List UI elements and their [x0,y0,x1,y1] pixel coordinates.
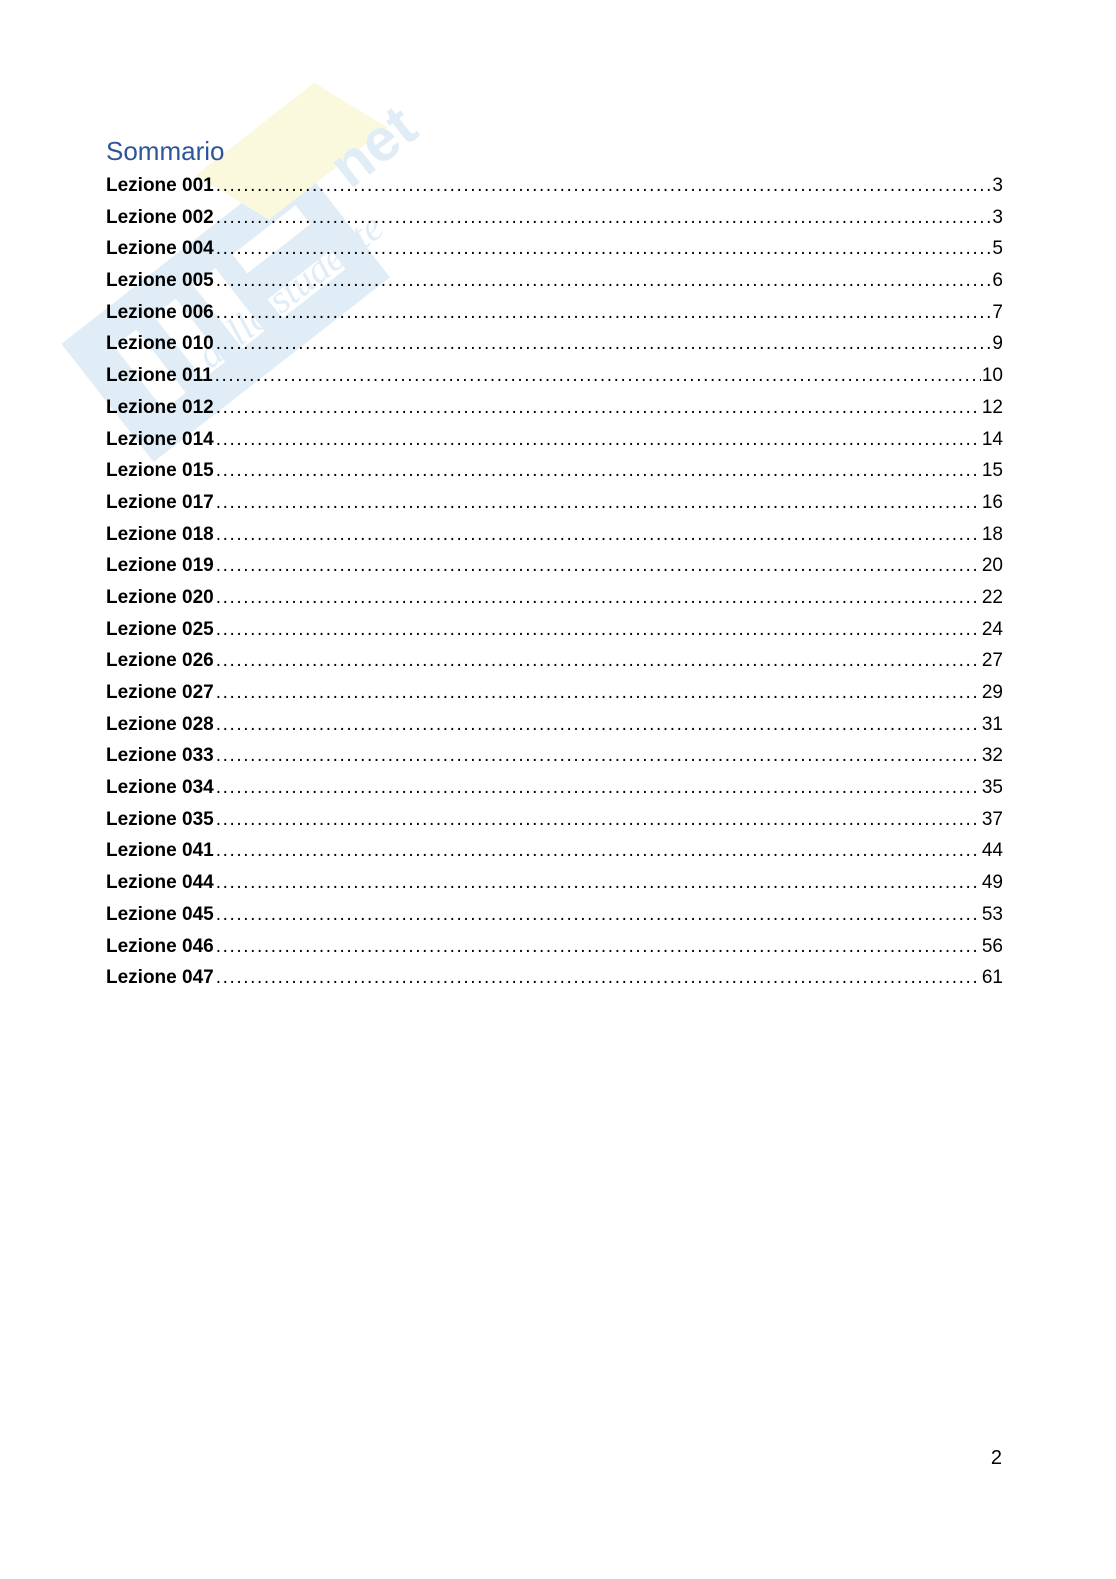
toc-entry[interactable] [106,584,1003,616]
toc-entry[interactable] [106,901,1003,933]
toc-leader-dots [216,204,992,232]
toc-entry-label: Lezione 041 [106,840,214,862]
toc-entry-label: Lezione 026 [106,650,214,672]
toc-entry-page: 61 [981,967,1003,989]
toc-entry-page: 3 [992,206,1003,228]
toc-entry[interactable] [106,489,1003,521]
toc-entry[interactable] [106,679,1003,711]
watermark-text: net [316,92,429,201]
toc-entry[interactable] [106,299,1003,331]
toc-entry[interactable] [106,362,1003,394]
toc-entry[interactable] [106,711,1003,743]
toc-entry-page: 29 [981,682,1003,703]
toc-entry-page: 27 [981,650,1003,672]
toc-entry-label: Lezione 027 [106,682,214,703]
toc-leader-dots [216,521,981,549]
toc-list [106,172,1003,996]
toc-entry[interactable] [106,933,1003,965]
toc-leader-dots [216,933,981,961]
toc-title: Sommario [106,136,225,166]
toc-entry-label: Lezione 035 [106,808,214,830]
toc-entry-label: Lezione 034 [106,777,214,799]
toc-leader-dots [216,552,981,580]
toc-leader-dots [216,457,981,485]
toc-leader-dots [216,806,981,834]
toc-entry[interactable] [106,806,1003,838]
toc-entry[interactable] [106,742,1003,774]
toc-leader-dots [216,616,981,644]
toc-entry[interactable] [106,267,1003,299]
toc-entry-label: Lezione 028 [106,713,214,735]
toc-entry[interactable] [106,552,1003,584]
toc-entry[interactable] [106,204,1003,236]
toc-entry[interactable] [106,869,1003,901]
toc-entry[interactable] [106,647,1003,679]
toc-entry-label: Lezione 014 [106,428,214,450]
toc-entry[interactable] [106,330,1003,362]
toc-entry-label: Lezione 044 [106,872,214,894]
toc-entry-label: Lezione 002 [106,206,214,228]
toc-entry-page: 37 [981,808,1003,830]
toc-entry-page: 31 [981,713,1003,735]
toc-entry-label: Lezione 018 [106,523,214,545]
toc-entry-label: Lezione 033 [106,745,214,767]
toc-entry-label: Lezione 004 [106,238,214,260]
toc-entry-page: 20 [981,555,1003,577]
toc-entry-page: 53 [981,903,1003,925]
toc-entry-page: 7 [992,301,1003,323]
toc-leader-dots [216,489,981,517]
toc-leader-dots [216,837,981,865]
toc-entry-page: 9 [992,333,1003,355]
toc-leader-dots [216,267,992,295]
toc-leader-dots [216,584,981,612]
toc-entry-page: 10 [981,365,1003,387]
toc-leader-dots [216,869,981,897]
toc-entry-label: Lezione 005 [106,270,214,292]
toc-entry-page: 3 [992,175,1003,196]
toc-entry-page: 14 [981,428,1003,450]
toc-entry-page: 35 [981,777,1003,799]
toc-entry-page: 15 [981,460,1003,482]
toc-leader-dots [216,679,981,707]
toc-entry-label: Lezione 011 [106,365,213,387]
toc-entry[interactable] [106,774,1003,806]
toc-leader-dots [216,426,981,454]
toc-entry-page: 24 [981,618,1003,640]
toc-entry-page: 12 [981,396,1003,418]
toc-leader-dots [216,330,992,358]
toc-entry-label: Lezione 010 [106,333,214,355]
toc-entry-label: Lezione 001 [106,175,214,196]
toc-entry-label: Lezione 046 [106,935,214,957]
watermark-subtext: dello studente [187,204,392,378]
toc-entry[interactable] [106,426,1003,458]
page-number: 2 [990,1447,1002,1469]
toc-entry-page: 44 [981,840,1003,862]
toc-entry-page: 5 [992,238,1003,260]
toc-entry[interactable] [106,964,1003,996]
toc-leader-dots [215,362,981,390]
toc-entry-page: 6 [992,270,1003,292]
toc-entry-label: Lezione 012 [106,396,214,418]
toc-leader-dots [216,647,981,675]
toc-entry-page: 16 [981,491,1003,513]
toc-leader-dots [216,711,981,739]
toc-entry-label: Lezione 045 [106,903,214,925]
toc-entry[interactable] [106,235,1003,267]
toc-entry[interactable] [106,457,1003,489]
toc-leader-dots [216,742,981,770]
toc-leader-dots [216,774,981,802]
toc-entry[interactable] [106,837,1003,869]
toc-leader-dots [216,172,992,200]
toc-entry[interactable] [106,521,1003,553]
toc-entry-label: Lezione 025 [106,618,214,640]
toc-entry-page: 32 [981,745,1003,767]
toc-leader-dots [216,235,992,263]
toc-leader-dots [216,299,992,327]
toc-entry-label: Lezione 017 [106,491,214,513]
toc-entry-label: Lezione 006 [106,301,214,323]
toc-entry[interactable] [106,172,1003,204]
toc-entry-label: Lezione 019 [106,555,214,577]
toc-entry-page: 56 [981,935,1003,957]
toc-entry[interactable] [106,616,1003,648]
toc-entry-label: Lezione 015 [106,460,214,482]
toc-entry-label: Lezione 047 [106,967,214,989]
toc-leader-dots [216,964,981,992]
toc-entry-page: 22 [981,586,1003,608]
toc-leader-dots [216,901,981,929]
toc-entry[interactable] [106,394,1003,426]
toc-entry-label: Lezione 020 [106,586,214,608]
toc-leader-dots [216,394,981,422]
toc-entry-page: 49 [981,872,1003,894]
toc-entry-page: 18 [981,523,1003,545]
